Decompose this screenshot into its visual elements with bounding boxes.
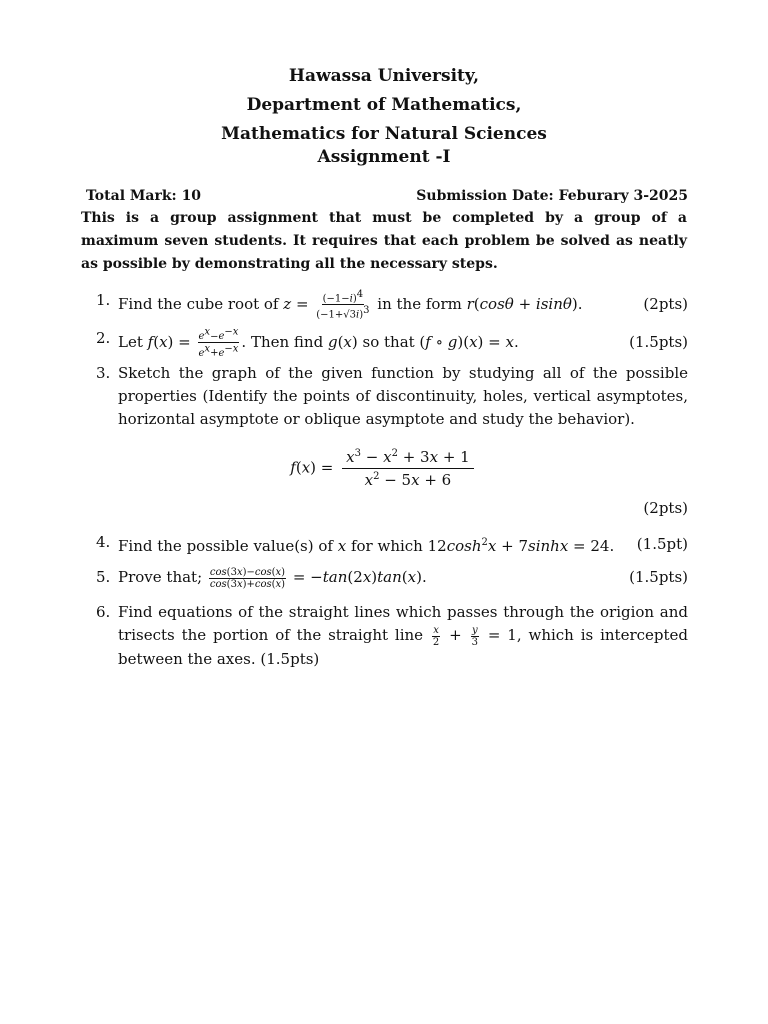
question-number: 5. <box>96 568 111 586</box>
question-number: 3. <box>96 364 111 382</box>
question-points: (1.5pt) <box>636 535 688 553</box>
question-points: (2pts) <box>643 499 688 517</box>
question-text: Find the possible value(s) of x for which $12\cosh^2x + 7\sinh x = 24$. <box>118 537 615 555</box>
question-4 <box>96 531 688 558</box>
function-formula: f(x) = $\frac{x^3 - x^2 + 3x + 1}{x^2 - 5x + 6}$ <box>0 448 768 489</box>
department-name: Department of Mathematics, <box>246 95 522 115</box>
question-text: Prove that; $\frac{\cos(3x)-\cos(x)}{\cos(3x)+\cos(x)}$ = −tan(2x)tan(x). <box>118 566 427 590</box>
submission-date: Submission Date: Feburary 3-2025 <box>416 188 688 204</box>
course-name: Mathematics for Natural Sciences <box>221 124 547 144</box>
question-5 <box>96 566 688 590</box>
question-3-points <box>96 497 688 520</box>
question-points: (1.5pts) <box>629 568 688 587</box>
question-text: Find equations of the straight lines which passes through the origion and trisects the portion of the straight line $\frac{x}{2}$ + $\frac{y}{3}$ = 1, which is intercepted between the axes. (1.5pts) <box>118 603 689 668</box>
question-3 <box>96 362 688 431</box>
question-number: 1. <box>96 291 111 309</box>
assignment-title: Assignment -I <box>317 147 451 167</box>
question-2 <box>96 327 688 359</box>
question-number: 4. <box>96 533 111 551</box>
question-text: Sketch the graph of the given function by studying all of the possible properties (Identify the points of discontinuity, holes, vertical asymptotes, horizontal asymptote or oblique asymptote and study the behavior). <box>118 364 688 428</box>
question-points: (1.5pts) <box>260 649 320 668</box>
question-text: Find the cube root of z = $\frac{(-1-i)^4}{(-1+√3i)^3}$ in the form r(cosθ + isinθ). <box>118 289 583 321</box>
question-number: 2. <box>96 329 111 347</box>
question-6 <box>96 601 688 671</box>
question-text: Let f(x) = $\frac{e^x-e^{-x}}{e^x+e^{-x}}$ . Then find g(x) so that (f ∘ g)(x) = x. <box>118 327 519 359</box>
total-mark: Total Mark: 10 <box>86 188 202 204</box>
university-name: Hawassa University, <box>288 66 480 86</box>
instructions: This is a group assignment that must be completed by a group of a maximum seven students. It requires that each problem be solved as neatly as possible by demonstrating all the necessary steps. <box>81 210 687 272</box>
question-1 <box>96 289 688 321</box>
question-points: (1.5pts) <box>629 333 688 352</box>
question-number: 6. <box>96 603 111 621</box>
assignment-meta <box>86 188 688 204</box>
question-points: (2pts) <box>643 295 688 314</box>
